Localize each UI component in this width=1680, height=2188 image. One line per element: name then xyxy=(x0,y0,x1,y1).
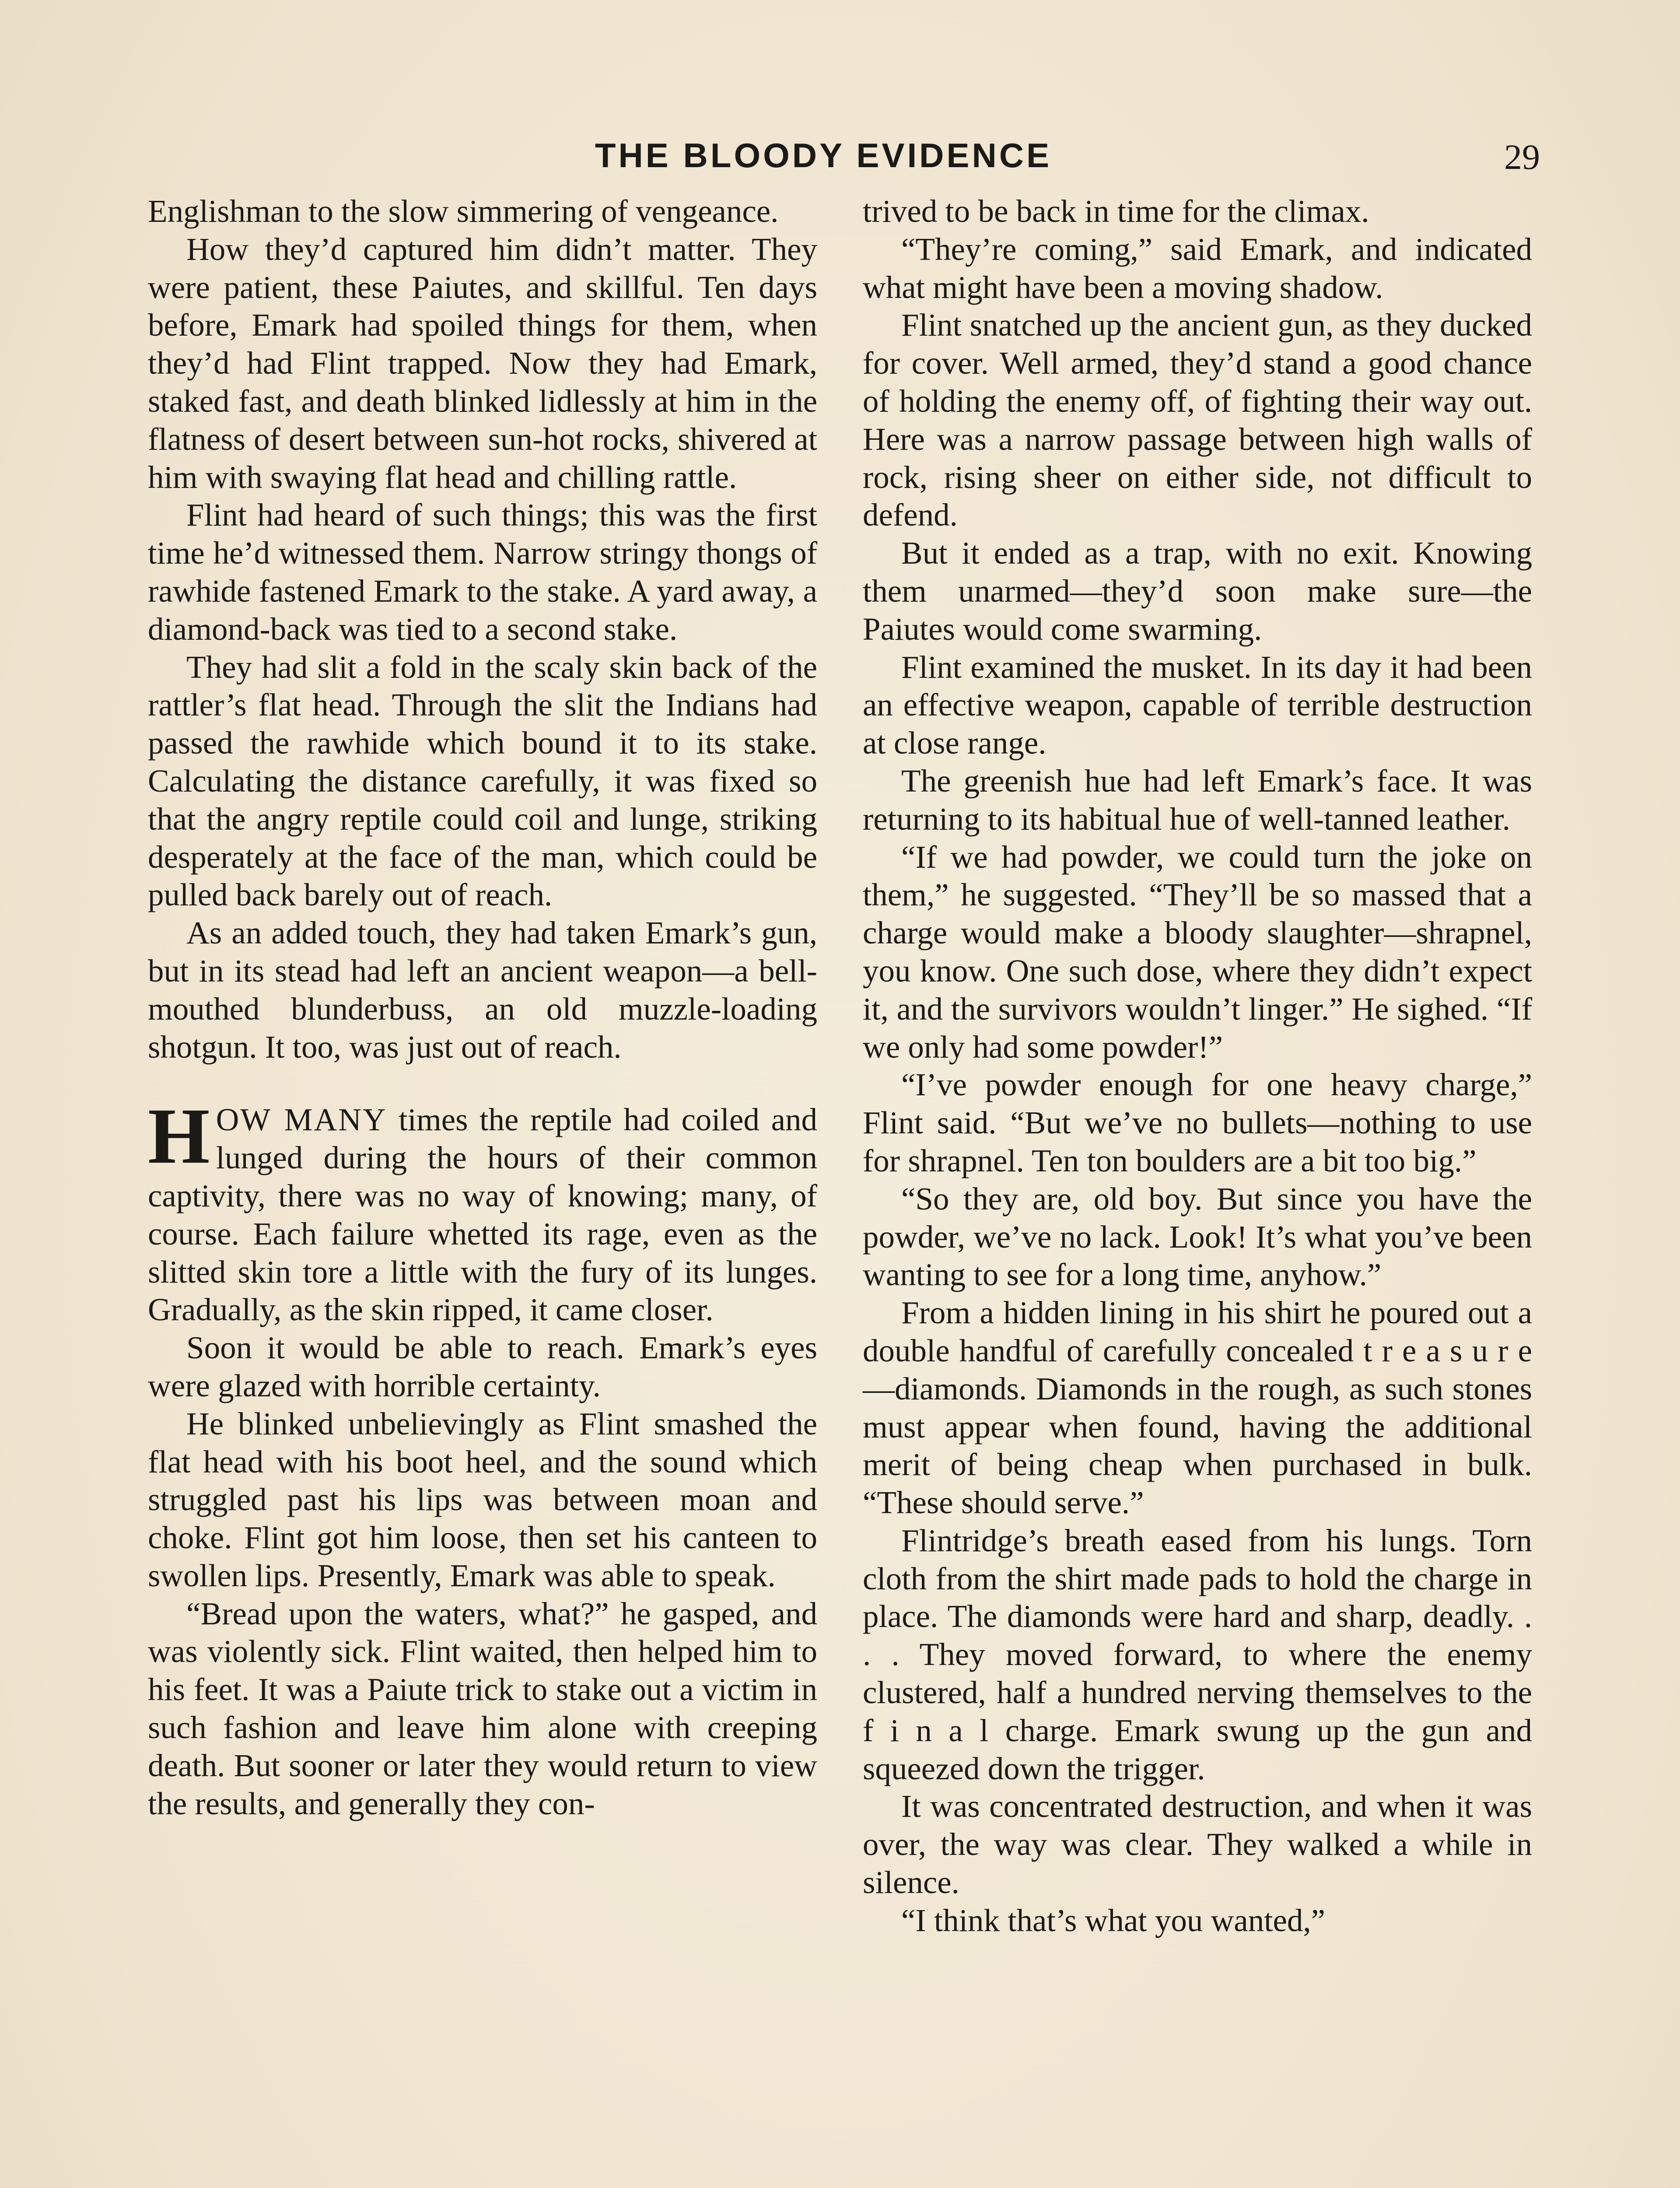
paragraph: Soon it would be able to reach. Emark’s eyes were glazed with horrible certainty. xyxy=(148,1330,817,1403)
paragraph: Flint had heard of such things; this was the first time he’d witnessed them. Narrow stringy thongs of rawhide fastened Emark to the stake. A yard away, a diamond-back was tied to a second stake. xyxy=(148,497,817,647)
paragraph: trived to be back in time for the climax. xyxy=(863,193,1369,229)
running-head xyxy=(0,131,1680,179)
paragraph: Englishman to the slow simmering of vengeance. xyxy=(148,193,779,229)
lead-in-caps: OW MANY xyxy=(216,1102,387,1138)
right-column xyxy=(863,193,1532,2188)
paragraph: “I’ve powder enough for one heavy charge,” Flint said. “But we’ve no bullets—nothing to use for shrapnel. Ten ton boulders are a bit too big.” xyxy=(863,1067,1532,1178)
story-title: THE BLOODY EVIDENCE xyxy=(595,136,1052,175)
paragraph: “They’re coming,” said Emark, and indicated what might have been a moving shadow. xyxy=(863,231,1532,305)
paragraph: As an added touch, they had taken Emark’s gun, but in its stead had left an ancient weapon—a bell-mouthed blunderbuss, an old muzzle-loading shotgun. It too, was just out of reach. xyxy=(148,915,817,1065)
paragraph: It was concentrated destruction, and when it was over, the way was clear. They walked a while in silence. xyxy=(863,1788,1532,1900)
paragraph: He blinked unbelievingly as Flint smashed the flat head with his boot heel, and the sound which struggled past his lips was between moan and choke. Flint got him loose, then set his canteen to swollen lips. Presently, Emark was able to speak. xyxy=(148,1406,817,1593)
paragraph: “If we had powder, we could turn the joke on them,” he suggested. “They’ll be so massed that a charge would make a bloody slaughter—shrapnel, you know. One such dose, where they didn’t expect it, and the survivors wouldn’t linger.” He sighed. “If we only had some powder!” xyxy=(863,839,1532,1065)
paragraph: The greenish hue had left Emark’s face. It was returning to its habitual hue of well-tanned leather. xyxy=(863,763,1532,837)
paragraph: Flintridge’s breath eased from his lungs. Torn cloth from the shirt made pads to hold the charge in place. The diamonds were hard and sharp, deadly. . . . They moved forward, to where the enemy clustered, half a hundred nerving themselves to the f i n a l charge. Emark swung up the gun and squeezed down the trigger. xyxy=(863,1522,1532,1786)
left-column xyxy=(148,193,817,2188)
paragraph: “Bread upon the waters, what?” he gasped, and was violently sick. Flint waited, then helped him to his feet. It was a Paiute trick to stake out a victim in such fashion and leave him alone with creeping death. But sooner or later they would return to view the results, and generally they con- xyxy=(148,1595,817,1821)
paragraph: How they’d captured him didn’t matter. They were patient, these Paiutes, and skillful. Ten days before, Emark had spoiled things for them, when they’d had Flint trapped. Now they had Emark, staked fast, and death blinked lidlessly at him in the flatness of desert between sun-hot rocks, shivered at him with swaying flat head and chilling rattle. xyxy=(148,231,817,495)
lead-in-text: times the reptile had coiled and lunged during the hours of their common captivity, there was no way of knowing; many, of course. Each failure whetted its rage, even as the slitted skin tore a little with the fury of its lunges. Gradually, as the skin ripped, it came closer. xyxy=(148,1102,817,1328)
paragraph: They had slit a fold in the scaly skin back of the rattler’s flat head. Through the slit the Indians had passed the rawhide which bound it to its stake. Calculating the distance carefully, it was fixed so that the angry reptile could coil and lunge, striking desperately at the face of the man, which could be pulled back barely out of reach. xyxy=(148,649,817,913)
paragraph: From a hidden lining in his shirt he poured out a double handful of carefully concealed t r e a s u r e—diamonds. Diamonds in the rough, as such stones must appear when found, having the additional merit of being cheap when purchased in bulk. “These should serve.” xyxy=(863,1295,1532,1521)
drop-cap: H xyxy=(148,1092,210,1181)
paragraph: Flint examined the musket. In its day it had been an effective weapon, capable of terrible destruction at close range. xyxy=(863,649,1532,761)
section-opening-paragraph xyxy=(148,1092,817,1329)
page-number: 29 xyxy=(1504,137,1540,177)
paragraph: But it ended as a trap, with no exit. Knowing them unarmed—they’d soon make sure—the Paiutes would come swarming. xyxy=(863,535,1532,647)
paragraph: Flint snatched up the ancient gun, as they ducked for cover. Well armed, they’d stand a good chance of holding the enemy off, of fighting their way out. Here was a narrow passage between high walls of rock, rising sheer on either side, not difficult to defend. xyxy=(863,307,1532,533)
paragraph: “I think that’s what you wanted,” xyxy=(901,1902,1326,1938)
paragraph: “So they are, old boy. But since you have the powder, we’ve no lack. Look! It’s what you’ve been wanting to see for a long time, anyhow.” xyxy=(863,1181,1532,1293)
